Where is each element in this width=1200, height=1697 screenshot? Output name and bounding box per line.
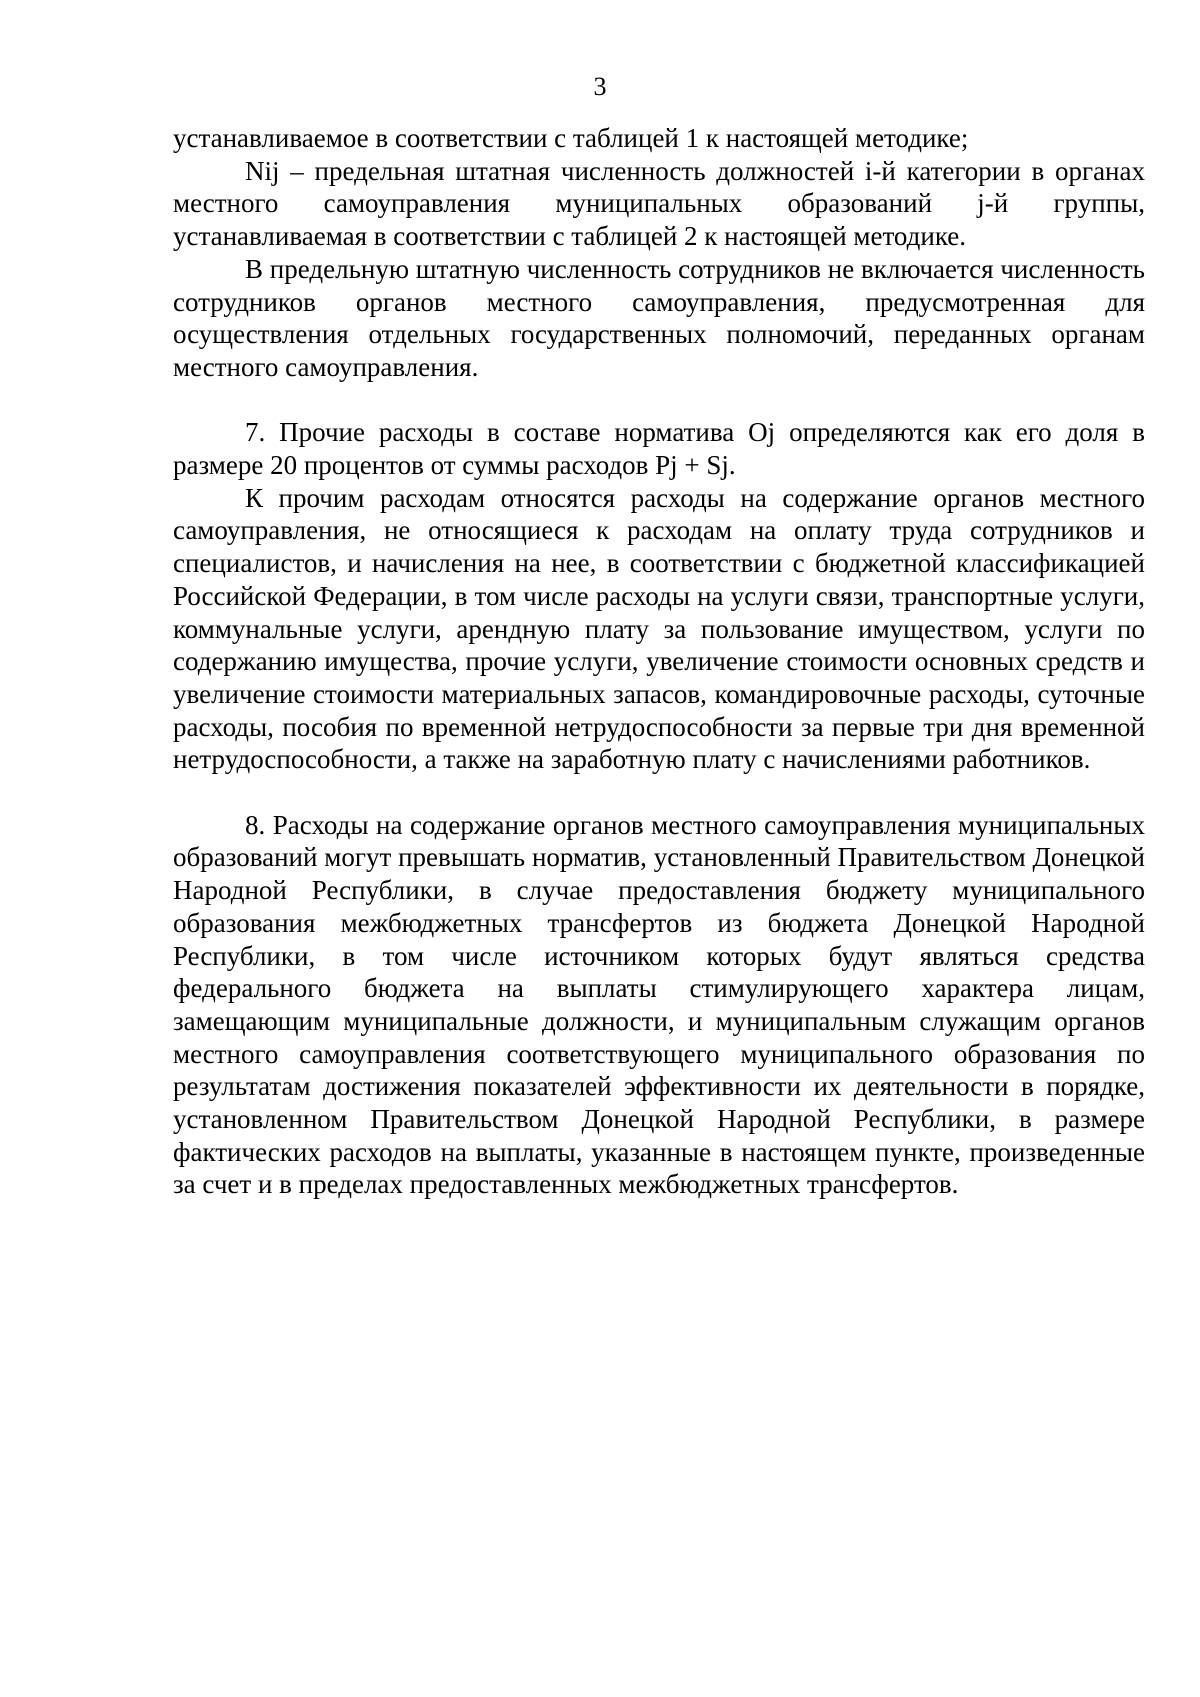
page-number: 3 <box>593 72 607 101</box>
paragraph-continuation: устанавливаемое в соответствии с таблицей 1 к настоящей методике; <box>173 123 969 153</box>
paragraph-other-expenses: К прочим расходам относятся расходы на содержание органов местного самоуправления, не относящиеся к расходам на оплату труда сотрудников и специалистов, и начисления на нее, в соответствии с бюджетной классификацией Российской Федерации, в том числе расходы на услуги связи, транспортные услуги, коммунальные услуги, арендную плату за пользование имуществом, услуги по содержанию имущества, прочие услуги, увеличение стоимости основных средств и увеличение стоимости материальных запасов, командировочные расходы, суточные расходы, пособия по временной нетрудоспособности за первые три дня временной нетрудоспособности, а также на заработную плату с начислениями работников. <box>173 482 1145 775</box>
paragraph-item-7: 7. Прочие расходы в составе норматива Oj определяются как его доля в размере 20 процентов от суммы расходов Pj + Sj. <box>173 417 1145 481</box>
document-body <box>173 122 1145 1201</box>
paragraph-nij-definition: Nij – предельная штатная численность должностей i-й категории в органах местного самоуправления муниципальных образований j-й группы, устанавливаемая в соответствии с таблицей 2 к настоящей методике. <box>173 155 1145 252</box>
paragraph-staff-exclusion: В предельную штатную численность сотрудников не включается численность сотрудников органов местного самоуправления, предусмотренная для осуществления отдельных государственных полномочий, переданных органам местного самоуправления. <box>173 253 1145 382</box>
paragraph-item-8: 8. Расходы на содержание органов местного самоуправления муниципальных образований могут превышать норматив, установленный Правительством Донецкой Народной Республики, в случае предоставления бюджету муниципального образования межбюджетных трансфертов из бюджета Донецкой Народной Республики, в том числе источником которых будут являться средства федерального бюджета на выплаты стимулирующего характера лицам, замещающим муниципальные должности, и муниципальным служащим органов местного самоуправления соответствующего муниципального образования по результатам достижения показателей эффективности их деятельности в порядке, установленном Правительством Донецкой Народной Республики, в размере фактических расходов на выплаты, указанные в настоящем пункте, произведенные за счет и в пределах предоставленных межбюджетных трансфертов. <box>173 809 1145 1200</box>
